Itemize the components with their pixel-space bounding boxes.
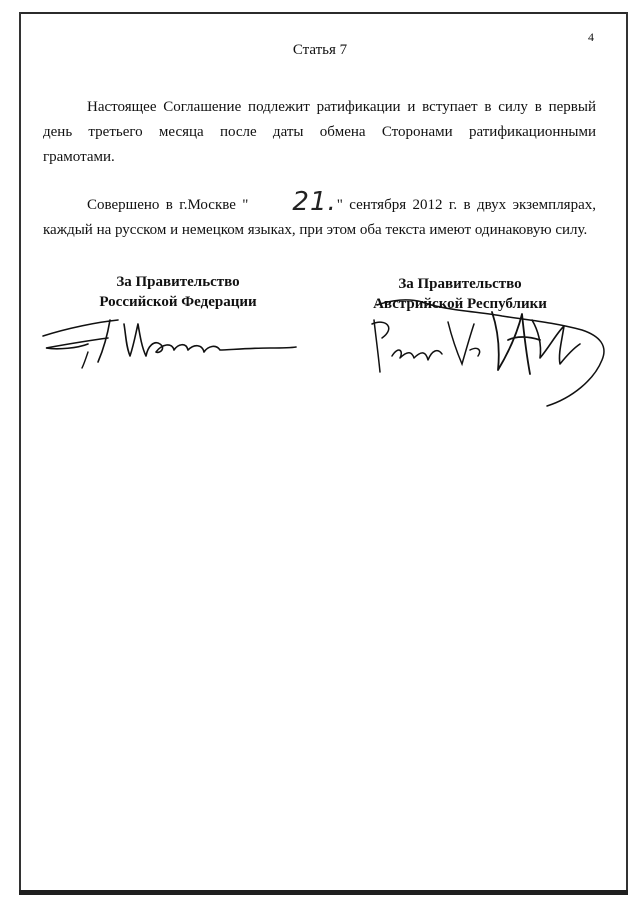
signature-russian-federation xyxy=(38,314,298,370)
execution-prefix: Совершено в г.Москве " xyxy=(87,197,249,213)
signatory-line-1: За Правительство xyxy=(116,274,240,290)
signatory-line-1: За Правительство xyxy=(398,276,522,292)
paragraph-ratification: Настоящее Соглашение подлежит ратификации и вступает в силу в первый день третьего месяца после даты обмена Сторонами ратификационными грамотами. xyxy=(43,99,596,165)
article-title: Статья 7 xyxy=(292,42,348,58)
handwritten-date: 21. xyxy=(292,187,337,217)
page-border-left xyxy=(19,12,21,892)
page-border-bottom xyxy=(19,890,628,895)
signatory-line-2: Австрийской Республики xyxy=(373,296,547,312)
signatory-line-2: Российской Федерации xyxy=(99,294,257,310)
page-border-top xyxy=(20,12,628,14)
paragraph-execution xyxy=(43,187,596,243)
page-border-right xyxy=(626,12,628,892)
signature-austria xyxy=(352,290,617,410)
page-number: 4 xyxy=(588,30,594,44)
signatory-russian-federation xyxy=(48,272,308,312)
execution-suffix: " сентября 2012 г. в двух экземплярах, каждый на русском и немецком языках, при этом оба текста имеют одинаковую силу. xyxy=(43,197,596,238)
